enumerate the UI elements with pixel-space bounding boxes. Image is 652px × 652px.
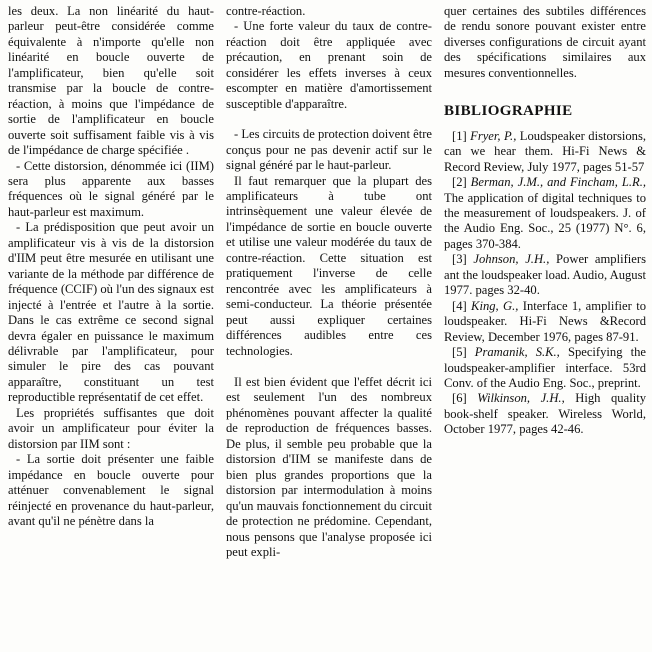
paragraph: Les propriétés suffisantes que doit avoir un amplificateur pour éviter la distorsion par IIM sont :: [8, 405, 214, 451]
reference-item: [444, 345, 646, 391]
paragraph: quer certaines des subtiles différences de rendu sonore pouvant exister entre diverses configurations de circuit ayant des spécifications similaires aux mesures conventionnelles.: [444, 4, 646, 80]
reference-text: High quality book-shelf speaker. Wireless World, October 1977, pages 42-46.: [444, 391, 646, 437]
text-column-3: [444, 4, 646, 438]
text-column-2: [226, 4, 432, 560]
reference-author: Wilkinson, J.H.,: [477, 391, 565, 406]
reference-text: Power amplifiers ant the loudspeaker load. Audio, August 1977. pages 32-40.: [444, 252, 646, 298]
reference-item: [444, 129, 646, 175]
paragraph: Il faut remarquer que la plupart des amplificateurs à tube ont intrinsèquement une valeur élevée de l'impédance de sortie en boucle ouverte et utilise une valeur modérée du taux de contre-réaction. Cette situation est pratiquement l'inverse de celle rencontrée avec les amplificateurs à semi-conducteur. La théorie présentée peut aussi expliquer certaines différences audibles entre ces technologies.: [226, 173, 432, 358]
reference-text: Interface 1, amplifier to loudspeaker. Hi-Fi News &Record Review, December 1976, pages 87-91.: [444, 298, 646, 344]
reference-item: [444, 252, 646, 298]
reference-text: Loudspeaker distorsions, can we hear them. Hi-Fi News & Record Review, July 1977, pages 51-57: [444, 128, 646, 174]
reference-item: [444, 299, 646, 345]
paragraph: contre-réaction.: [226, 4, 306, 18]
bibliography-heading: BIBLIOGRAPHIE: [444, 103, 573, 120]
paragraph: - Cette distorsion, dénommée ici (IIM) sera plus apparente aux basses fréquences où le signal généré par le haut-parleur est maximum.: [8, 158, 214, 219]
reference-number: [4]: [452, 298, 467, 313]
reference-author: Fryer, P.,: [470, 128, 517, 143]
reference-author: Pramanik, S.K.,: [474, 345, 560, 360]
reference-item: [444, 391, 646, 437]
reference-text: The application of digital techniques to the measurement of loudspeakers. J. of the Audio Eng. Soc., 25 (1977) N°. 6, pages 370-384.: [444, 190, 646, 251]
reference-number: [2]: [452, 175, 467, 190]
text-column-1: [8, 4, 214, 529]
paragraph: - Une forte valeur du taux de contre-réaction doit être appliquée avec précaution, en prenant soin de considérer les effets inverses à ceux escompter en matière d'amortissement susceptible d'apparaître.: [226, 19, 432, 111]
reference-number: [3]: [452, 252, 467, 267]
paragraph: - La prédisposition que peut avoir un amplificateur vis à vis de la distorsion d'IIM peut être mesurée en utilisant une variante de la méthode par différence de fréquence (CCIF) où l'un des signaux est injecté à l'entrée et l'autre à la sortie. Dans le cas extrême ce second signal devra égaler en puissance le maximum délivrable par l'amplificateur, pour simuler le pire des cas pouvant apparaître, constituant un test reproductible représentatif de cet effet.: [8, 220, 214, 405]
paragraph: - La sortie doit présenter une faible impédance en boucle ouverte pour atténuer convenablement le signal réinjecté en provenance du haut-parleur, avant qu'il ne pénètre dans la: [8, 452, 214, 528]
paragraph: les deux. La non linéarité du haut-parleur peut-être considérée comme équivalente à n'importe qu'elle non linéarité en boucle ouverte de l'amplificateur, bien qu'elle soit transmise par la boucle de contre-réaction, à moins que l'impédance de sortie de l'amplificateur en boucle ouverte soit suffisament faible vis à vis de l'impédance de charge spécifiée .: [8, 4, 214, 158]
reference-author: Johnson, J.H.,: [473, 252, 550, 267]
paragraph: Il est bien évident que l'effet décrit ici est seulement l'un des nombreux phénomènes pouvant affecter la qualité de reproduction de fréquences basses. De plus, il semble peu probable que la distorsion d'IIM se manifeste dans de bien plus grandes proportions que la distorsion par intermodulation à moins qu'un mauvais fonctionnement du circuit de protection ne prédomine. Cependant, nous pensons que l'analyse proposée ici peut expli-: [226, 374, 432, 559]
reference-number: [1]: [452, 128, 467, 143]
reference-text: Specifying the loudspeaker-amplifier interface. 53rd Conv. of the Audio Eng. Soc., preprint.: [444, 345, 646, 390]
reference-author: King, G.,: [471, 298, 519, 313]
reference-number: [5]: [452, 345, 467, 360]
reference-item: [444, 175, 646, 252]
reference-number: [6]: [452, 391, 467, 406]
reference-author: Berman, J.M., and Fincham, L.R.,: [470, 175, 646, 190]
paragraph: - Les circuits de protection doivent être conçus pour ne pas devenir actif sur le signal généré par le haut-parleur.: [226, 127, 432, 173]
